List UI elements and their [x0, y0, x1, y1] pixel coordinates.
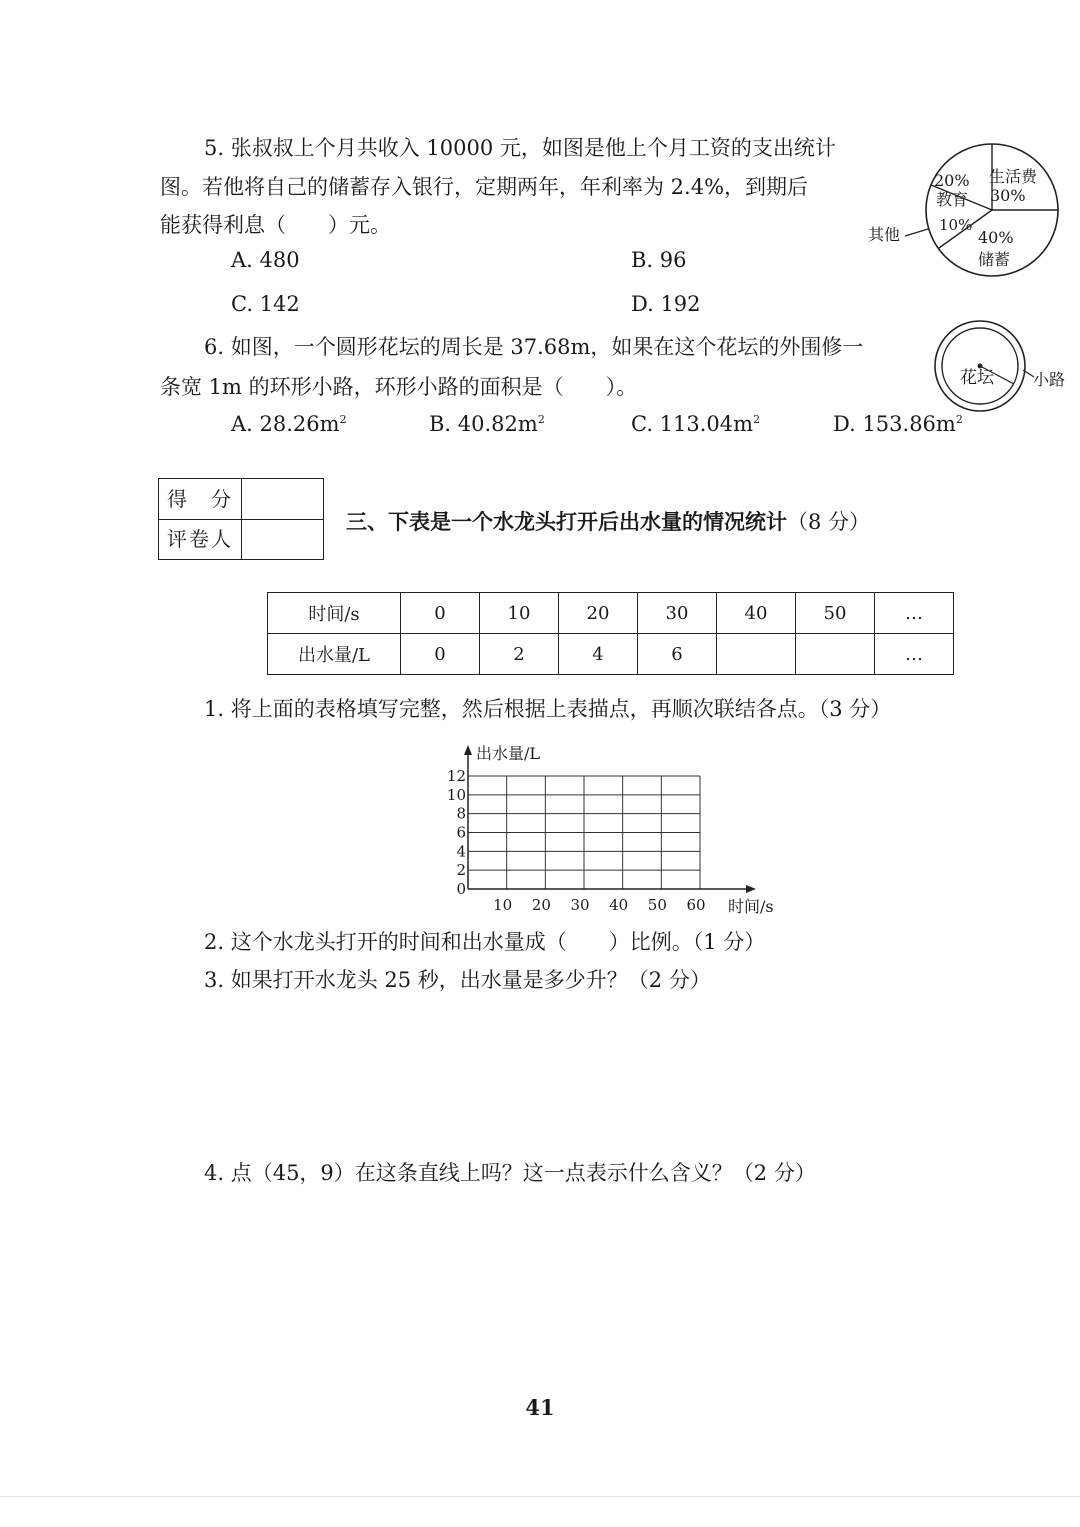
bottom-rule: [0, 1496, 1080, 1497]
chart-x-axis-label: 时间/s: [728, 897, 774, 916]
q5-line-1: 5. 张叔叔上个月共收入 10000 元，如图是他上个月工资的支出统计: [204, 136, 836, 160]
q6-option-a: A. $28.26m^2$: [231, 412, 347, 436]
pie-savings-label: 储蓄: [978, 250, 1011, 269]
table-cell: 50: [796, 593, 875, 634]
chart-y-ticks: [447, 767, 466, 898]
table-cell: …: [875, 593, 954, 634]
section3-q1: 1. 将上面的表格填写完整，然后根据上表描点，再顺次联结各点。（3 分）: [204, 697, 892, 721]
q6-line-2: 条宽 1m 的环形小路，环形小路的面积是（ ）。: [160, 375, 638, 399]
table-row-water: [268, 634, 954, 675]
pie-education-label: 教育: [936, 190, 969, 209]
chart-axes: [464, 745, 756, 893]
water-flow-table: [267, 592, 954, 675]
q6-option-b: B. $40.82m^2$: [429, 412, 545, 436]
ring-path-label: 小路: [1033, 370, 1066, 389]
table-cell: 4: [559, 634, 638, 675]
table-cell: 40: [717, 593, 796, 634]
pie-other-leader: [905, 229, 928, 236]
table-cell: 20: [559, 593, 638, 634]
table-cell: 10: [480, 593, 559, 634]
score-label: 得 分: [159, 479, 242, 519]
table-cell: 30: [638, 593, 717, 634]
chart-x-ticks: [493, 896, 705, 914]
q5-option-b: B. 96: [631, 248, 687, 272]
page-number: 41: [525, 1395, 555, 1420]
table-cell: 0: [401, 634, 480, 675]
pie-other-pct: 10%: [939, 216, 973, 234]
x-tick-label: 40: [609, 896, 629, 914]
grader-label: 评卷人: [159, 519, 242, 559]
pie-other-label: 其他: [868, 225, 901, 244]
table-cell: 6: [638, 634, 717, 675]
score-box: [158, 478, 324, 560]
table-cell-blank: [796, 634, 875, 675]
chart-y-axis-label: 出水量/L: [476, 744, 541, 763]
table-cell: …: [875, 634, 954, 675]
q5-option-a: A. 480: [231, 248, 300, 272]
section3-q4: 4. 点（45，9）在这条直线上吗？这一点表示什么含义？（2 分）: [204, 1161, 816, 1185]
x-tick-label: 20: [531, 896, 551, 914]
q5-line-2: 图。若他将自己的储蓄存入银行，定期两年，年利率为 2.4%，到期后: [160, 175, 809, 199]
water-grid-chart: [430, 735, 810, 920]
q6-line-1: 6. 如图，一个圆形花坛的周长是 37.68m，如果在这个花坛的外围修一: [204, 335, 864, 359]
table-header-time: 时间/s: [268, 593, 401, 634]
y-tick-label: 10: [446, 785, 466, 804]
table-cell: 0: [401, 593, 480, 634]
pie-education-pct: 20%: [934, 171, 970, 190]
y-axis-arrow: [464, 745, 472, 755]
table-row-time: [268, 593, 954, 634]
q5-line-3: 能获得利息（ ）元。: [160, 213, 391, 237]
section-title: 三、下表是一个水龙头打开后出水量的情况统计（8 分）: [346, 509, 871, 534]
y-tick-label: 12: [446, 767, 466, 785]
pie-living-pct: 30%: [990, 186, 1026, 205]
pie-savings-pct: 40%: [978, 228, 1014, 247]
section3-q3: 3. 如果打开水龙头 25 秒，出水量是多少升？（2 分）: [204, 968, 711, 992]
ring-bed-label: 花坛: [960, 368, 994, 388]
x-tick-label: 30: [570, 896, 590, 914]
chart-grid: [468, 776, 700, 889]
x-tick-label: 10: [493, 896, 513, 914]
q5-option-d: D. 192: [631, 292, 701, 316]
q6-option-d: D. $153.86m^2$: [833, 412, 963, 436]
expense-pie-figure: [860, 140, 1070, 285]
section3-q2: 2. 这个水龙头打开的时间和出水量成（ ）比例。（1 分）: [204, 930, 766, 954]
y-tick-label: 2: [456, 861, 466, 880]
q5-option-c: C. 142: [231, 292, 300, 316]
y-tick-label: 6: [456, 823, 466, 842]
y-tick-label: 0: [456, 880, 466, 898]
flowerbed-ring-figure: [930, 316, 1075, 426]
table-header-water: 出水量/L: [268, 634, 401, 675]
y-tick-label: 8: [456, 804, 466, 823]
y-tick-label: 4: [456, 842, 466, 861]
table-cell: 2: [480, 634, 559, 675]
x-tick-label: 60: [686, 896, 706, 914]
x-axis-arrow: [746, 885, 756, 893]
score-row: [159, 479, 323, 520]
grader-row: [159, 519, 323, 559]
table-cell-blank: [717, 634, 796, 675]
x-tick-label: 50: [647, 896, 667, 914]
pie-living-label: 生活费: [989, 167, 1038, 186]
q6-option-c: C. $113.04m^2$: [631, 412, 761, 436]
